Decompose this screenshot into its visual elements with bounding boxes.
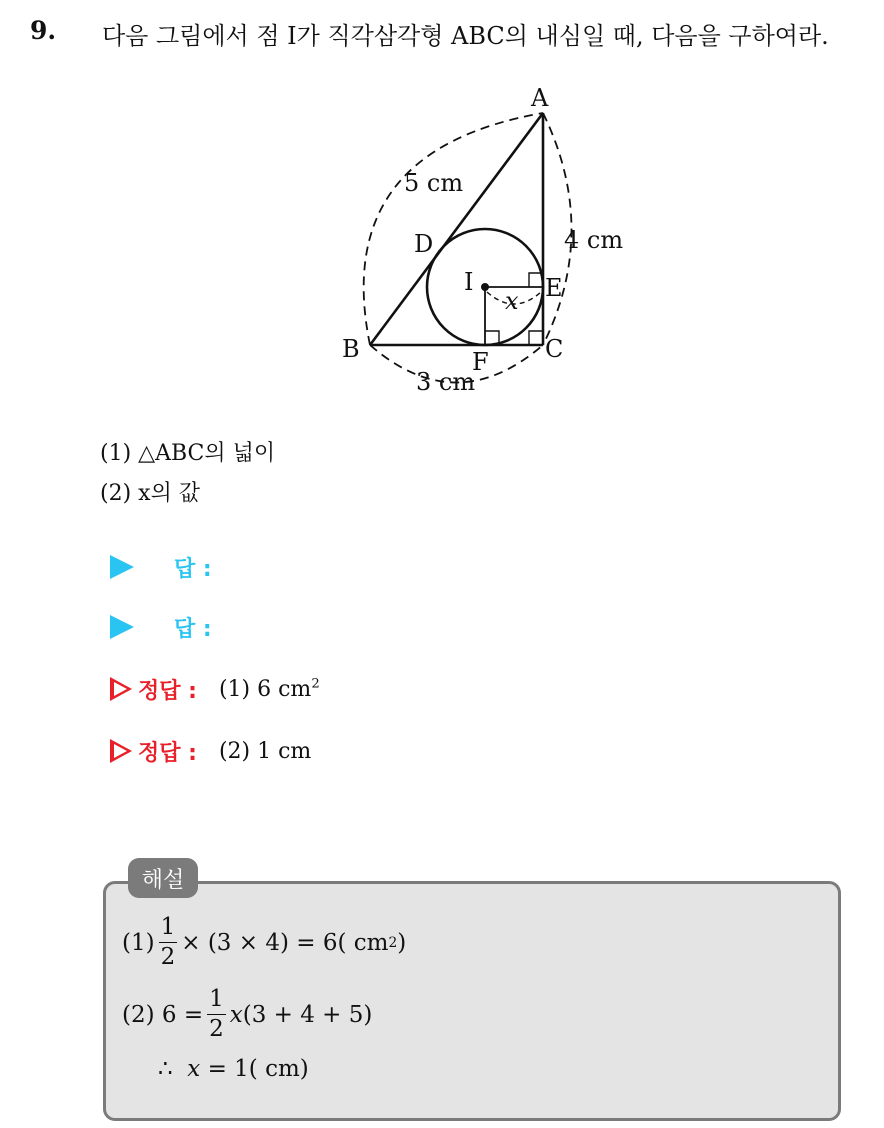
question-number: 9. — [30, 16, 57, 45]
length-ab: 5 cm — [404, 169, 464, 197]
label-f: F — [472, 348, 489, 376]
play-arrow-icon — [110, 555, 134, 579]
fraction-half: $\frac{1}{2}$ — [209, 986, 224, 1042]
answer-label: 답 : — [174, 556, 212, 582]
incircle-triangle-figure — [330, 78, 640, 408]
answer-row-1[interactable] — [110, 550, 212, 584]
fraction-half: $\frac{1}{2}$ — [160, 914, 176, 970]
label-i: I — [464, 268, 474, 296]
subquestion-2: (2) x의 값 — [100, 481, 201, 506]
outline-arrow-icon — [110, 677, 132, 701]
answer-label: 답 : — [174, 616, 212, 642]
outline-arrow-icon — [110, 739, 132, 763]
solution-line-3: ∴ x = 1( cm) — [158, 1056, 309, 1082]
label-c: C — [545, 335, 564, 363]
label-d: D — [414, 230, 434, 258]
correct-answer-label: 정답 : — [138, 740, 197, 766]
answer-row-2[interactable] — [110, 610, 212, 644]
label-b: B — [342, 335, 360, 363]
solution-tag: 해설 — [128, 858, 198, 898]
solution-line-1: (1) $\frac{1}{2}$ × (3 × 4) = 6( cm 2 ) — [122, 914, 407, 970]
radius-x: x — [505, 287, 519, 315]
incenter-dot — [481, 283, 489, 291]
solution-line-2: (2) 6 = $\frac{1}{2}$ x (3 + 4 + 5) — [122, 986, 373, 1042]
length-bc: 3 cm — [416, 368, 476, 396]
correct-answer-value: (1) 6 $cm^2$ — [218, 676, 320, 702]
question-text: 다음 그림에서 점 I가 직각삼각형 ABC의 내심일 때, 다음을 구하여라. — [102, 22, 829, 50]
correct-answer-row-2 — [110, 734, 311, 768]
right-angle-c — [529, 331, 543, 345]
play-arrow-icon — [110, 615, 134, 639]
label-e: E — [545, 274, 563, 302]
correct-answer-label: 정답 : — [138, 678, 197, 704]
subquestion-1: (1) △ABC의 넓이 — [100, 441, 276, 466]
label-a: A — [531, 84, 549, 112]
correct-answer-row-1 — [110, 672, 320, 706]
correct-answer-value: (2) 1 cm — [218, 738, 312, 764]
length-ac: 4 cm — [564, 226, 624, 254]
